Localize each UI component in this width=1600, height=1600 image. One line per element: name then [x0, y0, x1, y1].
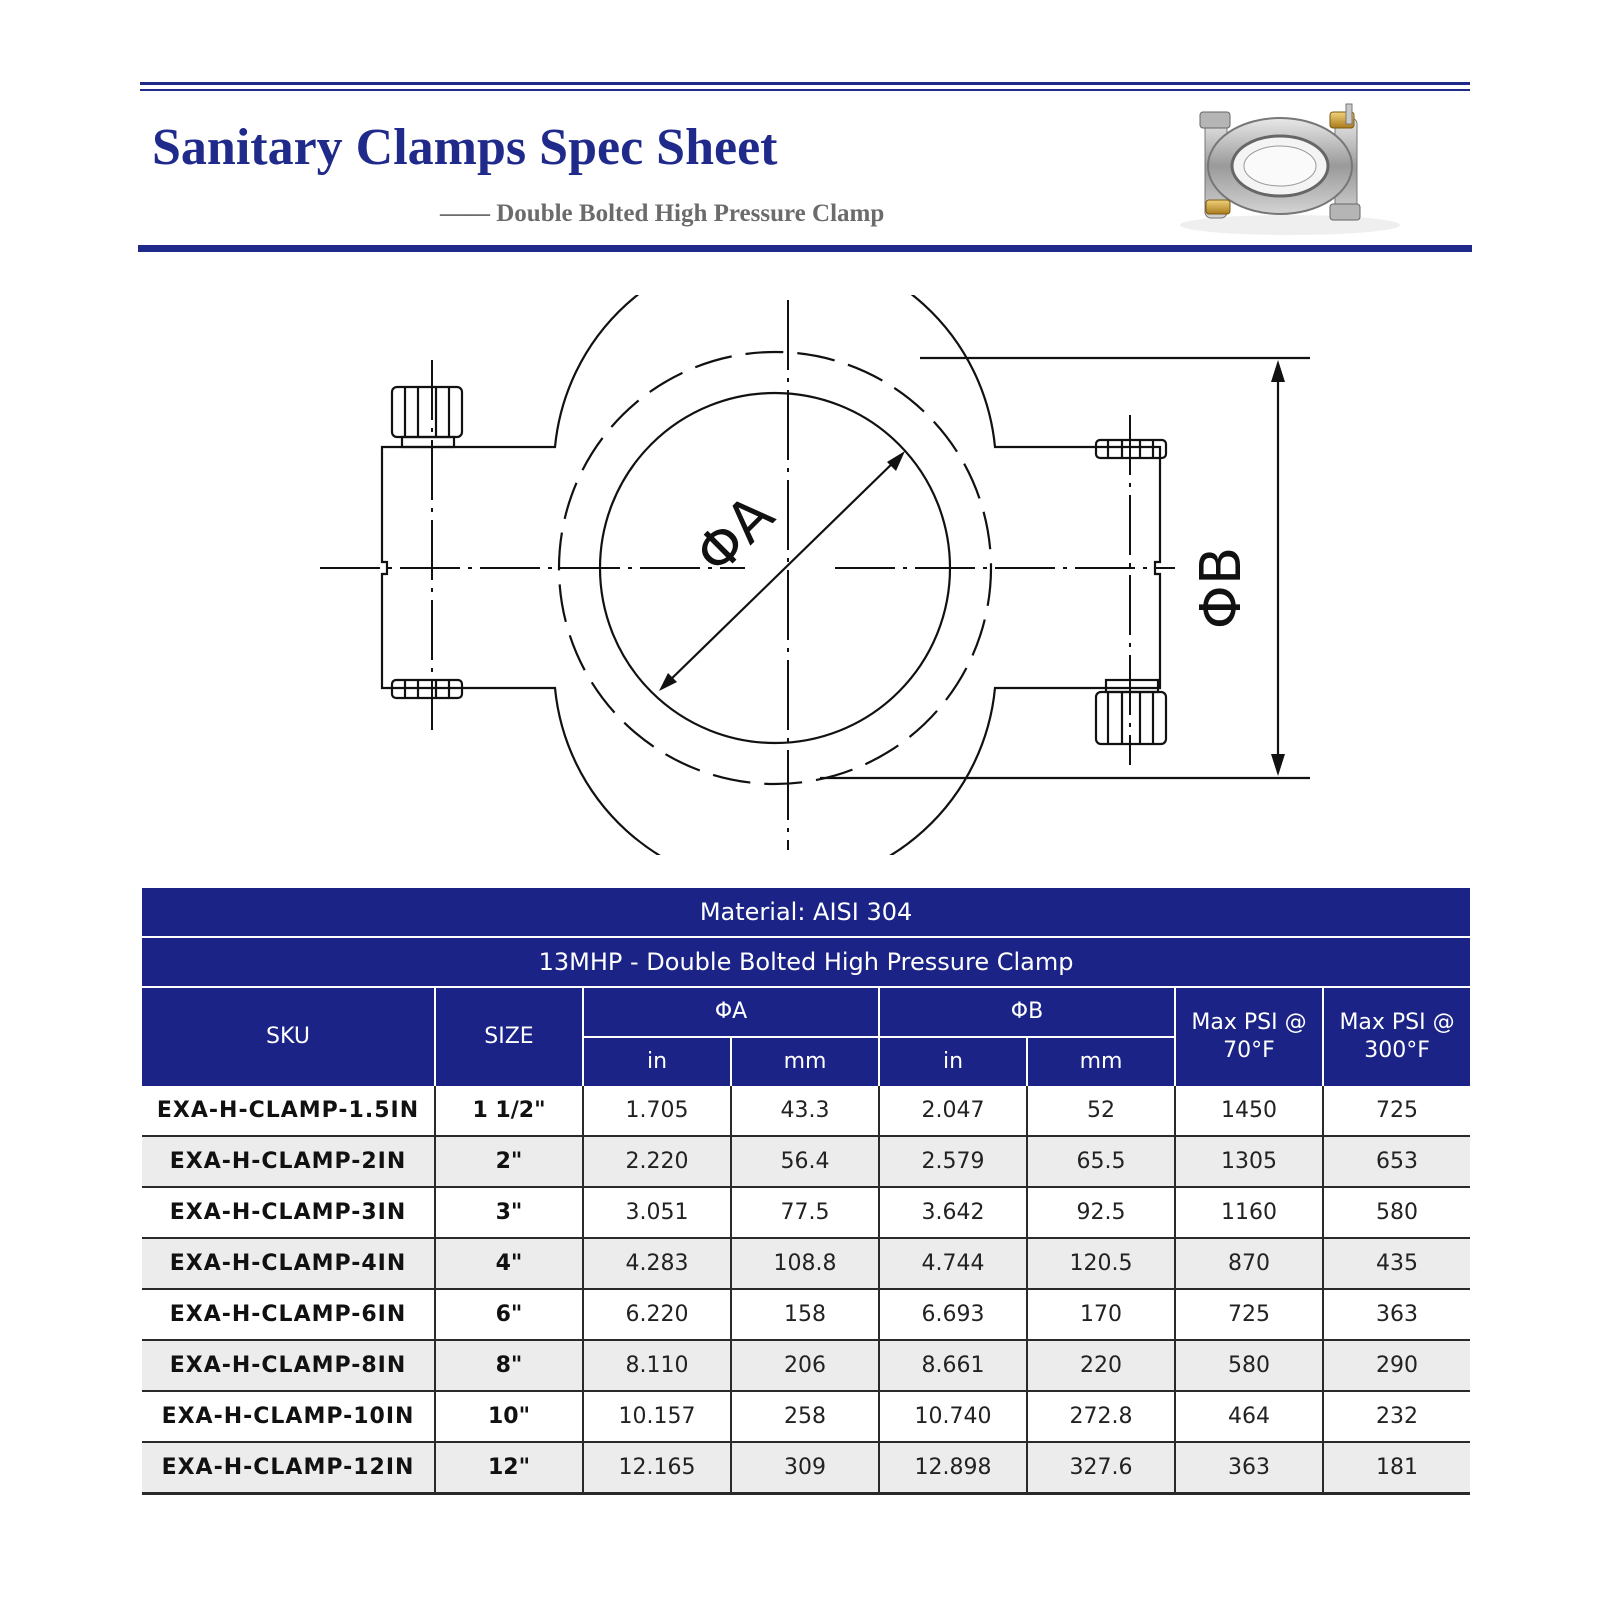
cell-a-in: 10.157: [583, 1391, 731, 1442]
cell-a-in: 1.705: [583, 1086, 731, 1136]
page-subtitle: —— Double Bolted High Pressure Clamp: [440, 200, 885, 227]
cell-b-in: 4.744: [879, 1238, 1027, 1289]
cell-psi-70: 870: [1175, 1238, 1323, 1289]
cell-b-mm: 120.5: [1027, 1238, 1175, 1289]
table-row: [142, 1136, 1470, 1187]
cell-psi-300: 435: [1323, 1238, 1470, 1289]
col-header-psi-70-line1: Max PSI @: [1191, 1010, 1307, 1035]
product-photo: [1170, 100, 1430, 240]
cell-size: 2": [435, 1136, 583, 1187]
cell-size: 6": [435, 1289, 583, 1340]
table-row: [142, 1340, 1470, 1391]
cell-sku: EXA-H-CLAMP-10IN: [142, 1391, 435, 1442]
cell-psi-300: 181: [1323, 1442, 1470, 1494]
cell-psi-70: 1450: [1175, 1086, 1323, 1136]
cell-b-mm: 170: [1027, 1289, 1175, 1340]
table-row: [142, 1086, 1470, 1136]
cell-psi-70: 580: [1175, 1340, 1323, 1391]
cell-a-in: 2.220: [583, 1136, 731, 1187]
cell-size: 4": [435, 1238, 583, 1289]
cell-psi-300: 290: [1323, 1340, 1470, 1391]
cell-sku: EXA-H-CLAMP-2IN: [142, 1136, 435, 1187]
cell-b-mm: 327.6: [1027, 1442, 1175, 1494]
spec-table: [142, 888, 1470, 1495]
cell-size: 8": [435, 1340, 583, 1391]
cell-b-mm: 92.5: [1027, 1187, 1175, 1238]
cell-b-in: 2.047: [879, 1086, 1027, 1136]
cell-sku: EXA-H-CLAMP-4IN: [142, 1238, 435, 1289]
cell-a-mm: 77.5: [731, 1187, 879, 1238]
clamp-technical-drawing: [300, 295, 1340, 855]
col-header-b-mm: mm: [1027, 1037, 1175, 1086]
cell-a-mm: 206: [731, 1340, 879, 1391]
cell-a-in: 3.051: [583, 1187, 731, 1238]
col-header-a-in: in: [583, 1037, 731, 1086]
cell-a-mm: 258: [731, 1391, 879, 1442]
cell-psi-70: 1160: [1175, 1187, 1323, 1238]
model-band: 13MHP - Double Bolted High Pressure Clamp: [142, 937, 1470, 987]
cell-sku: EXA-H-CLAMP-3IN: [142, 1187, 435, 1238]
header-rule-top: [140, 82, 1470, 85]
col-header-psi-70-line2: 70°F: [1223, 1038, 1275, 1063]
cell-b-mm: 52: [1027, 1086, 1175, 1136]
cell-psi-70: 1305: [1175, 1136, 1323, 1187]
cell-sku: EXA-H-CLAMP-12IN: [142, 1442, 435, 1494]
dimension-label-b: ΦB: [1189, 546, 1254, 630]
header-rule-bottom: [138, 245, 1472, 252]
cell-b-mm: 220: [1027, 1340, 1175, 1391]
table-row: [142, 1442, 1470, 1494]
cell-size: 3": [435, 1187, 583, 1238]
col-header-sku: SKU: [142, 987, 435, 1086]
cell-size: 10": [435, 1391, 583, 1442]
col-header-psi-300-line2: 300°F: [1364, 1038, 1430, 1063]
cell-a-mm: 309: [731, 1442, 879, 1494]
cell-a-in: 4.283: [583, 1238, 731, 1289]
cell-b-in: 8.661: [879, 1340, 1027, 1391]
cell-a-mm: 108.8: [731, 1238, 879, 1289]
cell-psi-300: 363: [1323, 1289, 1470, 1340]
page-title: Sanitary Clamps Spec Sheet: [152, 119, 778, 176]
cell-psi-300: 653: [1323, 1136, 1470, 1187]
cell-psi-70: 464: [1175, 1391, 1323, 1442]
cell-a-in: 8.110: [583, 1340, 731, 1391]
cell-a-mm: 56.4: [731, 1136, 879, 1187]
cell-psi-70: 363: [1175, 1442, 1323, 1494]
col-header-psi-70: [1175, 987, 1323, 1086]
cell-b-in: 3.642: [879, 1187, 1027, 1238]
cell-a-in: 12.165: [583, 1442, 731, 1494]
cell-b-mm: 65.5: [1027, 1136, 1175, 1187]
cell-b-in: 2.579: [879, 1136, 1027, 1187]
cell-a-mm: 43.3: [731, 1086, 879, 1136]
cell-sku: EXA-H-CLAMP-6IN: [142, 1289, 435, 1340]
cell-sku: EXA-H-CLAMP-1.5IN: [142, 1086, 435, 1136]
col-header-phi-a: ΦA: [583, 987, 879, 1037]
cell-b-in: 6.693: [879, 1289, 1027, 1340]
table-row: [142, 1187, 1470, 1238]
col-header-b-in: in: [879, 1037, 1027, 1086]
cell-psi-300: 725: [1323, 1086, 1470, 1136]
cell-psi-300: 232: [1323, 1391, 1470, 1442]
col-header-phi-b: ΦB: [879, 987, 1175, 1037]
cell-b-mm: 272.8: [1027, 1391, 1175, 1442]
table-row: [142, 1289, 1470, 1340]
col-header-size: SIZE: [435, 987, 583, 1086]
cell-b-in: 12.898: [879, 1442, 1027, 1494]
col-header-psi-300: [1323, 987, 1470, 1086]
header-rule-top-thin: [140, 89, 1470, 91]
cell-psi-70: 725: [1175, 1289, 1323, 1340]
cell-psi-300: 580: [1323, 1187, 1470, 1238]
cell-sku: EXA-H-CLAMP-8IN: [142, 1340, 435, 1391]
cell-a-in: 6.220: [583, 1289, 731, 1340]
cell-size: 12": [435, 1442, 583, 1494]
cell-size: 1 1/2": [435, 1086, 583, 1136]
cell-a-mm: 158: [731, 1289, 879, 1340]
dimension-label-a: ΦA: [682, 482, 788, 588]
col-header-a-mm: mm: [731, 1037, 879, 1086]
table-row: [142, 1238, 1470, 1289]
table-row: [142, 1391, 1470, 1442]
col-header-psi-300-line1: Max PSI @: [1339, 1010, 1455, 1035]
material-band: Material: AISI 304: [142, 888, 1470, 937]
cell-b-in: 10.740: [879, 1391, 1027, 1442]
